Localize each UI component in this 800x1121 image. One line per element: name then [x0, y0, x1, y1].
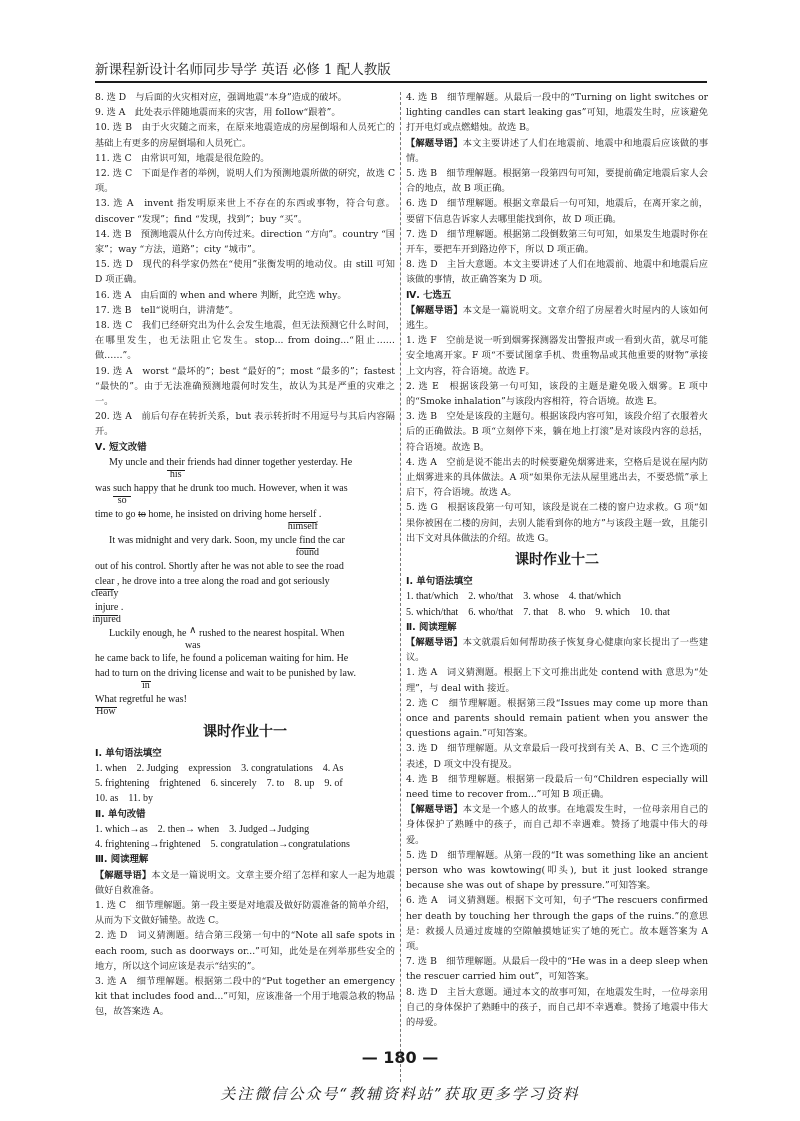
section-heading: Ⅰ. 单句语法填空 — [406, 576, 473, 588]
ec-correction: was — [184, 639, 201, 651]
answer-item: 8. 选 D 主旨大意题。本文主要讲述了人们在地震前、地震中和地震后应该做的事情，故正确答案为 D 项。 — [406, 259, 708, 286]
answer-item: 6. 选 D 细节理解题。根据文章最后一句可知，地震后，在离开家之前，要留下信息告诉家人去哪里能找到你，故 D 项正确。 — [406, 198, 708, 225]
section-heading: Ⅲ. 阅读理解 — [95, 854, 149, 866]
ec-mark: injure injured — [92, 601, 121, 625]
ec-line: injure injured . — [92, 601, 124, 625]
fill-answers: 5. frightening frightened 6. sincerely 7. to 8. up 9. of — [95, 778, 343, 790]
ec-line: Luckily enough, he ∧ was rushed to the nearest hospital. When — [109, 624, 345, 651]
answer-item: 12. 选 C 下面是作者的举例，说明人们为预测地震所做的研究，故选 C 项。 — [95, 168, 395, 195]
answer-item: 2. 选 C 细节理解题。根据第三段“Issues may come up more than once and parents should remain patient when you answer the questions again.”可知答案。 — [406, 697, 708, 740]
answer-item: 18. 选 C 我们已经研究出为什么会发生地震，但无法预测它什么时间，在哪里发生，也无法阻止它发生。stop... from doing...“阻止……做……”。 — [95, 320, 395, 362]
answer-item: 1. 选 F 空前是说一听到烟雾探测器发出警报声或一看到火苗，就尽可能安全地离开家。F 项“不要试图拿手机、贵重物品或其他重要的财物”承接上文内容，符合语境。故选 F。 — [406, 335, 708, 377]
ec-correction: found — [295, 546, 319, 558]
answer-item: 14. 选 B 预测地震从什么方向传过来。direction “方向”。country “国家”；way “方法，道路”；city “城市”。 — [95, 228, 395, 256]
guide-paragraph: 【解题导语】本文是一篇说明文。文章介绍了房屋着火时屋内的人该如何逃生。 — [406, 304, 709, 332]
ec-line: It was midnight and very dark. Soon, my uncle find found the car — [109, 534, 345, 558]
ec-correction: How — [96, 705, 116, 717]
section-heading: Ⅳ. 七选五 — [406, 289, 452, 301]
ec-line: time to go to home, he insisted on driving home herself himself . — [95, 508, 322, 532]
page-number: — 180 — — [361, 1048, 439, 1067]
answer-item: 19. 选 A worst “最坏的”；best “最好的”；most “最多的”；fastest “最快的”。由于无法准确预测地震何时发生，故认为其是严重的灾难之一。 — [95, 365, 395, 408]
answer-item: 4. 选 B 细节理解题。从最后一段中的“Turning on light switches or lighting candles can start leaking gas”可知，地震发生时，应该避免打开电灯或点燃蜡烛。故选 B。 — [406, 92, 708, 134]
guide-label: 【解题导语】 — [406, 636, 463, 648]
section-heading: Ⅱ. 阅读理解 — [406, 621, 457, 633]
answer-item: 7. 选 D 细节理解题。根据第二段倒数第三句可知，如果发生地震时你在开车，要把车开到路边停下，所以 D 项正确。 — [406, 228, 708, 256]
ec-line: My uncle and their his friends had dinner together yesterday. He — [109, 456, 353, 480]
ec-line: had to turn on in the driving license and wait to be punished by law. — [95, 667, 356, 691]
answer-item: 11. 选 C 由常识可知，地震是很危险的。 — [95, 152, 270, 164]
fill-answers: 5. which/that 6. who/that 7. that 8. who 9. which 10. that — [406, 606, 670, 618]
ec-mark: such so — [113, 482, 132, 506]
ec-correction: clearly — [91, 587, 119, 599]
ec-line: What How regretful he was! — [95, 693, 187, 717]
section-title: 课时作业十一 — [203, 723, 287, 740]
ec-line: he came back to life, he found a policeman waiting for him. He — [95, 652, 349, 664]
ec-line: out of his control. Shortly after he was not able to see the road — [95, 560, 344, 572]
answer-item: 4. 选 B 细节理解题。根据第一段最后一句“Children especially will need time to recover from...”可知 B 项正确。 — [406, 773, 708, 800]
ec-mark: on in — [140, 667, 151, 691]
answer-item: 7. 选 B 细节理解题。从最后一段中的“He was in a deep sleep when the rescuer carried him out”，可知答案。 — [406, 956, 708, 983]
insert-caret-icon: ∧ — [189, 624, 197, 636]
section-title: 课时作业十二 — [515, 552, 599, 569]
answer-item: 4. 选 A 空前是说不能出去的时候要避免烟雾进来，空格后是说在屋内防止烟雾进来的具体做法。A 项“如果你无法从屋里逃出去，不要恐慌”承上启下，符合语境。故选 A。 — [406, 456, 708, 499]
answer-item: 3. 选 D 细节理解题。从文章最后一段可找到有关 A、B、C 三个选项的表述，D 项文中没有提及。 — [406, 743, 708, 770]
ec-correction: injured — [92, 613, 121, 625]
fix-answers: 4. frightening→frightened 5. congratulation→congratulations — [95, 839, 350, 851]
ec-mark: find found — [295, 534, 319, 558]
error-correction-passage — [91, 455, 395, 718]
ec-mark: to — [138, 508, 146, 520]
right-column — [406, 90, 708, 1030]
guide-label: 【解题导语】 — [406, 304, 463, 316]
ec-correction: in — [141, 679, 150, 691]
column-divider — [400, 92, 401, 1082]
fill-answers: 1. when 2. Judging expression 3. congratulations 4. As — [95, 763, 344, 775]
answer-item: 8. 选 D 主旨大意题。通过本文的故事可知，在地震发生时，一位母亲用自己的身体保护了熟睡中的孩子，而自己却不幸遇难。赞扬了地震中伟大的母爱。 — [406, 986, 708, 1028]
fill-answers: 1. that/which 2. who/that 3. whose 4. that/which — [406, 591, 621, 603]
ec-mark: their his — [166, 456, 185, 480]
section-heading: Ⅴ. 短文改错 — [95, 441, 147, 453]
guide-label: 【解题导语】 — [406, 804, 463, 816]
answer-item: 9. 选 A 此处表示伴随地震而来的灾害，用 follow“跟着”。 — [95, 107, 341, 119]
answer-item: 13. 选 A invent 指发明原来世上不存在的东西或事物，符合句意。discover “发现”；find “发现，找到”；buy “买”。 — [95, 198, 395, 225]
answer-item: 8. 选 D 与后面的火灾相对应，强调地震“本身”造成的破坏。 — [95, 92, 347, 103]
footer-note: 关注微信公众号“教辅资料站”获取更多学习资料 — [220, 1085, 580, 1103]
header-title: 新课程新设计名师同步导学 英语 必修 1 配人教版 — [95, 62, 391, 78]
guide-label: 【解题导语】 — [406, 137, 463, 149]
answer-item: 5. 选 G 根据该段第一句可知，该段是说在二楼的窗户边求救。G 项“如果你被困在二楼的房间，去别人能看到你的地方”与该段主题一致，且能引出下文对具体做法的介绍。故选 G。 — [406, 502, 708, 544]
answer-item: 3. 选 B 空处是该段的主题句。根据该段内容可知，该段介绍了衣服着火后的正确做法。B 项“立刻停下来，躺在地上打滚”是对该段内容的总括，符合语境。故选 B。 — [406, 411, 708, 453]
ec-mark: What How — [95, 693, 117, 717]
answer-item: 2. 选 D 词义猜测题。结合第三段第一句中的“Note all safe spots in each room, such as doorways or...”可知，此处是在列举那些安全的地方，所以这个词应该是表示“结实的”。 — [95, 930, 395, 972]
answer-item: 10. 选 B 由于火灾随之而来，在原来地震造成的房屋倒塌和人员死亡的基础上有更多的房屋倒塌和人员死亡。 — [95, 122, 395, 149]
answer-item: 16. 选 A 由后面的 when and where 判断，此空选 why。 — [95, 289, 347, 301]
section-heading: Ⅱ. 单句改错 — [95, 808, 146, 820]
ec-correction: so — [117, 494, 127, 506]
fill-answers: 10. as 11. by — [95, 793, 153, 805]
answer-item: 2. 选 E 根据该段第一句可知，该段的主题是避免吸入烟雾。E 项中的“Smoke inhalation”与该段内容相符，符合语境。故选 E。 — [406, 380, 708, 408]
answer-item: 17. 选 B tell“说明白，讲清楚”。 — [95, 304, 239, 316]
answer-item: 15. 选 D 现代的科学家仍然在“使用”张衡发明的地动仪。由 still 可知 D 项正确。 — [95, 259, 395, 286]
ec-line: clear clearly , he drove into a tree along the road and got seriously — [91, 575, 330, 599]
ec-mark: clear clearly — [91, 575, 119, 599]
answer-item: 20. 选 A 前后句存在转折关系，but 表示转折时不用逗号与其后内容隔开。 — [95, 411, 395, 438]
left-column — [91, 90, 396, 1020]
answer-item: 5. 选 B 细节理解题。根据第一段第四句可知，要提前确定地震后家人会合的地点，故 B 项正确。 — [406, 168, 708, 195]
guide-paragraph: 【解题导语】本文是一个感人的故事。在地震发生时，一位母亲用自己的身体保护了熟睡中的孩子，而自己却不幸遇难。赞扬了地震中伟大的母爱。 — [406, 804, 709, 846]
answer-item: 5. 选 D 细节理解题。从第一段的“It was something like an ancient person who was kowtowing(叩头), but it just looked strange because she was out of shape by pressure.”可知答案。 — [406, 849, 708, 892]
answer-item: 6. 选 A 词义猜测题。根据下文可知，句子“The rescuers confirmed her death by touching her through the gaps of the ruins.”的意思是：救援人员通过废墟的空隙触摸她证实了她的死亡。故本题答案为 A 项。 — [406, 895, 708, 952]
guide-label: 【解题导语】 — [95, 869, 152, 881]
guide-paragraph: 【解题导语】本文是一篇说明文。文章主要介绍了怎样和家人一起为地震做好自救准备。 — [95, 869, 396, 896]
fix-answers: 1. which→as 2. then→ when 3. Judged→Judging — [95, 823, 310, 835]
ec-correction: his — [169, 468, 182, 480]
ec-mark — [184, 624, 201, 651]
ec-line: was such so happy that he drunk too much. However, when it was — [95, 482, 348, 506]
answer-item: 3. 选 A 细节理解题。根据第二段中的“Put together an emergency kit that includes food and...”可知，应该准备一个用于地震急救的物品包，故答案选 A。 — [95, 975, 395, 1018]
guide-paragraph: 【解题导语】本文主要讲述了人们在地震前、地震中和地震后应该做的事情。 — [406, 137, 709, 164]
answer-item: 1. 选 A 词义猜测题。根据上下文可推出此处 contend with 意思为“处理”，与 deal with 接近。 — [406, 667, 708, 694]
section-heading: Ⅰ. 单句语法填空 — [95, 747, 162, 759]
ec-correction: himself — [287, 520, 318, 532]
ec-mark: herself himself — [287, 508, 318, 532]
answer-item: 1. 选 C 细节理解题。第一段主要是对地震及做好防震准备的简单介绍，从而为下文做好铺垫。故选 C。 — [95, 899, 395, 927]
page-header — [95, 55, 707, 83]
guide-paragraph: 【解题导语】本文就震后如何帮助孩子恢复身心健康向家长提出了一些建议。 — [406, 636, 709, 664]
